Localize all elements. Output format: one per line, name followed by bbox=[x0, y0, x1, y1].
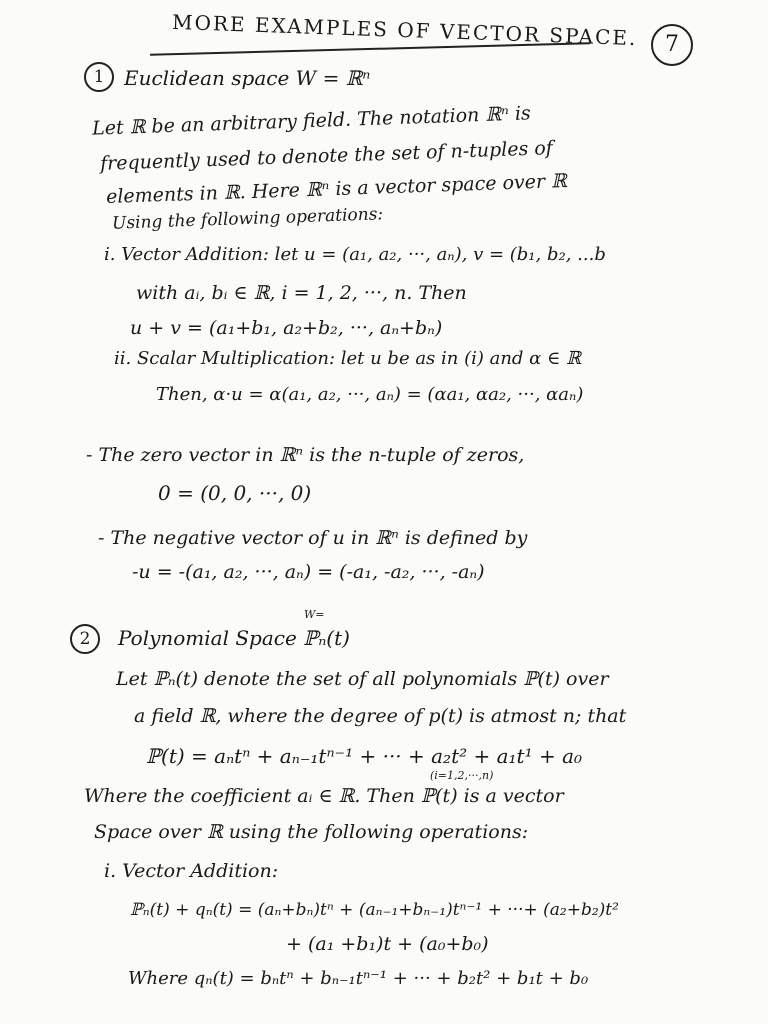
page-number: 7 bbox=[651, 24, 693, 66]
equation-line: u + v = (a₁+b₁, a₂+b₂, ···, aₙ+bₙ) bbox=[130, 317, 443, 339]
body-line: frequently used to denote the set of n-tuples of bbox=[99, 137, 554, 175]
equation-line: Where qₙ(t) = bₙtⁿ + bₙ₋₁tⁿ⁻¹ + ··· + b₂t² + b₁t + b₀ bbox=[128, 968, 589, 989]
title-underline bbox=[150, 42, 590, 56]
index-annotation: (i=1,2,···,n) bbox=[430, 769, 494, 782]
body-line: Where the coefficient aᵢ ∈ ℝ. Then ℙ(t) is a vector bbox=[84, 785, 564, 807]
body-line: elements in ℝ. Here ℝⁿ is a vector space over ℝ bbox=[105, 169, 568, 209]
body-line: a field ℝ, where the degree of p(t) is atmost n; that bbox=[134, 705, 627, 727]
equation-line: ℙ(t) = aₙtⁿ + aₙ₋₁tⁿ⁻¹ + ··· + a₂t² + a₁t¹ + a₀ bbox=[146, 744, 583, 768]
section-heading: Polynomial Space ℙₙ(t) bbox=[118, 626, 350, 650]
body-line: ii. Scalar Multiplication: let u be as in (i) and α ∈ ℝ bbox=[114, 348, 582, 369]
body-line: Let ℙₙ(t) denote the set of all polynomials ℙ(t) over bbox=[116, 668, 609, 690]
body-line: i. Vector Addition: let u = (a₁, a₂, ···, aₙ), v = (b₁, b₂, ...b bbox=[104, 244, 606, 265]
section-number: 2 bbox=[70, 624, 100, 654]
body-line: - The zero vector in ℝⁿ is the n-tuple of zeros, bbox=[86, 444, 525, 466]
body-line: - The negative vector of u in ℝⁿ is defined by bbox=[98, 527, 528, 549]
body-line: Using the following operations: bbox=[111, 204, 384, 234]
page-title: MORE EXAMPLES OF VECTOR SPACE. bbox=[171, 9, 638, 51]
equation-line: 0 = (0, 0, ···, 0) bbox=[158, 481, 312, 505]
body-line: i. Vector Addition: bbox=[104, 860, 279, 882]
equation-line: -u = -(a₁, a₂, ···, aₙ) = (-a₁, -a₂, ···, -aₙ) bbox=[132, 561, 485, 583]
equation-line: ℙₙ(t) + qₙ(t) = (aₙ+bₙ)tⁿ + (aₙ₋₁+bₙ₋₁)tⁿ⁻¹ + ···+ (a₂+b₂)t² bbox=[130, 900, 619, 920]
heading-annotation: W= bbox=[304, 608, 325, 621]
equation-line: + (a₁ +b₁)t + (a₀+b₀) bbox=[286, 933, 489, 955]
body-line: Space over ℝ using the following operations: bbox=[94, 821, 529, 843]
section-heading: Euclidean space W = ℝⁿ bbox=[124, 66, 371, 90]
equation-line: Then, α·u = α(a₁, a₂, ···, aₙ) = (αa₁, αa₂, ···, αaₙ) bbox=[156, 384, 584, 405]
body-line: Let ℝ be an arbitrary field. The notation ℝⁿ is bbox=[91, 102, 532, 140]
section-number: 1 bbox=[84, 62, 114, 92]
body-line: with aᵢ, bᵢ ∈ ℝ, i = 1, 2, ···, n. Then bbox=[136, 282, 467, 304]
